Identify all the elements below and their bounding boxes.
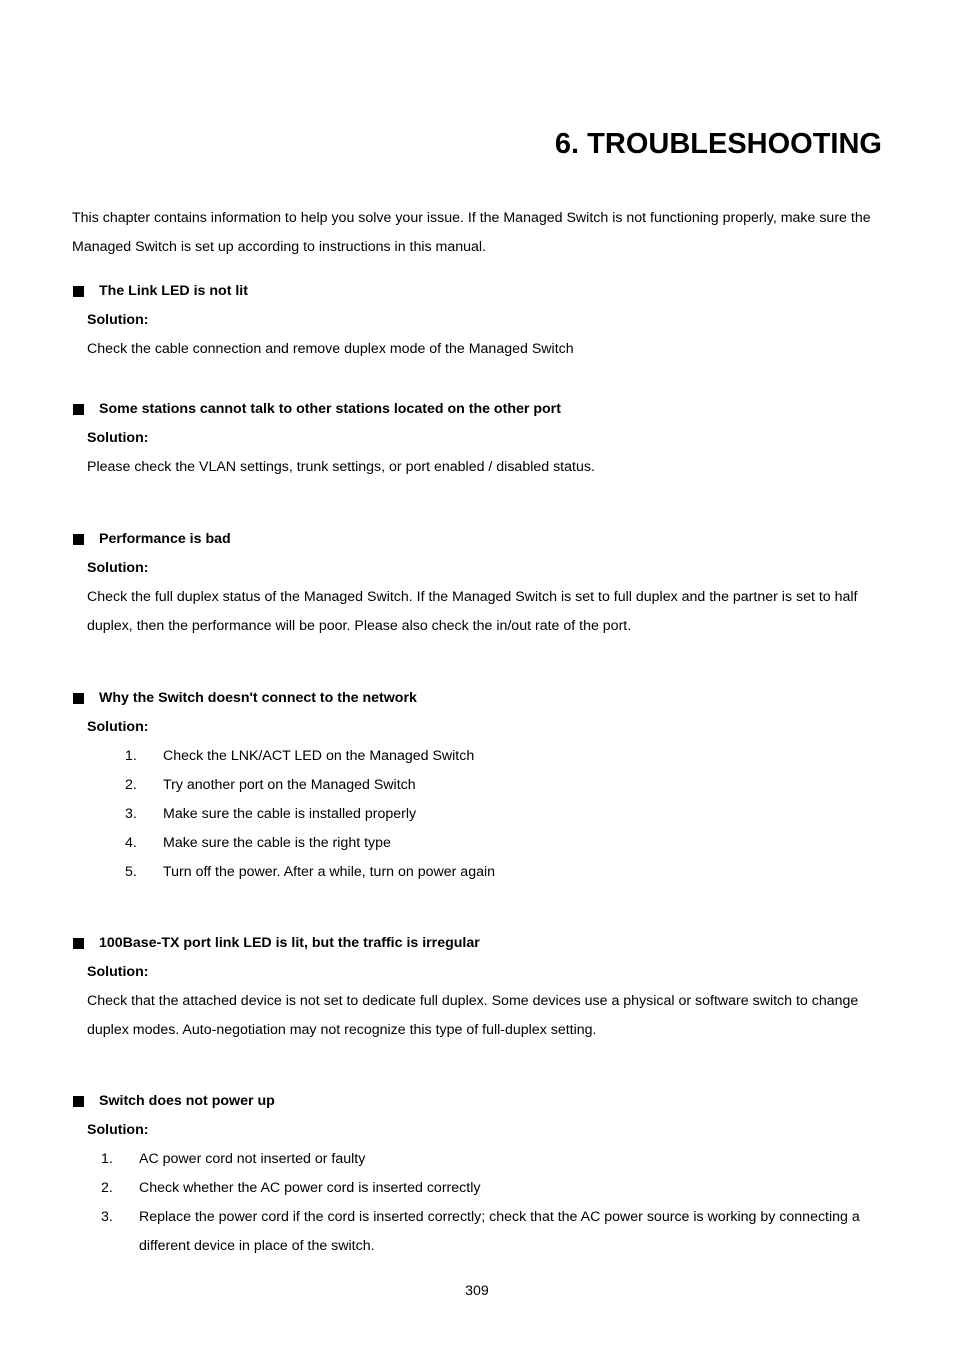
section-heading: Performance is bad (99, 531, 231, 547)
section-link-led (72, 277, 887, 364)
section-heading: Why the Switch doesn't connect to the network (99, 690, 417, 706)
square-bullet-icon (73, 693, 84, 704)
solution-label: Solution: (87, 719, 149, 735)
solution-text: Check the cable connection and remove duplex mode of the Managed Switch (87, 341, 574, 357)
section-traffic-irregular (72, 929, 887, 1045)
list-item: 1. AC power cord not inserted or faulty (101, 1151, 366, 1167)
list-item: 4. Make sure the cable is the right type (125, 835, 391, 851)
solution-label: Solution: (87, 1122, 149, 1138)
page-number: 309 (465, 1283, 489, 1299)
square-bullet-icon (73, 286, 84, 297)
section-heading: Switch does not power up (99, 1093, 275, 1109)
list-item: 2. Try another port on the Managed Switch (125, 777, 416, 793)
section-switch-no-network (72, 684, 887, 887)
square-bullet-icon (73, 404, 84, 415)
list-item: 2. Check whether the AC power cord is inserted correctly (101, 1180, 481, 1196)
list-item: 3. Make sure the cable is installed properly (125, 806, 417, 822)
solution-text: Check the full duplex status of the Managed Switch. If the Managed Switch is set to full duplex and the partner is set to half duplex, then the performance will be poor. Please also check the in/out rate of the port. (87, 589, 858, 634)
section-heading: The Link LED is not lit (99, 283, 248, 299)
section-heading: 100Base-TX port link LED is lit, but the traffic is irregular (99, 935, 480, 951)
intro-paragraph: This chapter contains information to help you solve your issue. If the Managed Switch is not functioning properly, make sure the Managed Switch is set up according to instructions in this manual. (72, 210, 871, 255)
section-heading: Some stations cannot talk to other stations located on the other port (99, 401, 561, 417)
list-item: 1. Check the LNK/ACT LED on the Managed Switch (125, 748, 475, 764)
list-item: 3. Replace the power cord if the cord is inserted correctly; check that the AC power source is working by connecting a different device in place of the switch. (101, 1209, 860, 1254)
solution-label: Solution: (87, 964, 149, 980)
solution-label: Solution: (87, 312, 149, 328)
solution-text: Please check the VLAN settings, trunk settings, or port enabled / disabled status. (87, 459, 595, 475)
section-no-power (72, 1087, 887, 1261)
list-item: 5. Turn off the power. After a while, turn on power again (125, 864, 496, 880)
section-performance-bad (72, 525, 887, 641)
square-bullet-icon (73, 938, 84, 949)
solution-text: Check that the attached device is not set to dedicate full duplex. Some devices use a physical or software switch to change duplex modes. Auto-negotiation may not recognize this type of full-duplex setting. (87, 993, 859, 1038)
solution-label: Solution: (87, 430, 149, 446)
square-bullet-icon (73, 1096, 84, 1107)
solution-label: Solution: (87, 560, 149, 576)
square-bullet-icon (73, 534, 84, 545)
page-title: 6. TROUBLESHOOTING (554, 128, 882, 160)
section-stations-cannot-talk (72, 395, 887, 482)
